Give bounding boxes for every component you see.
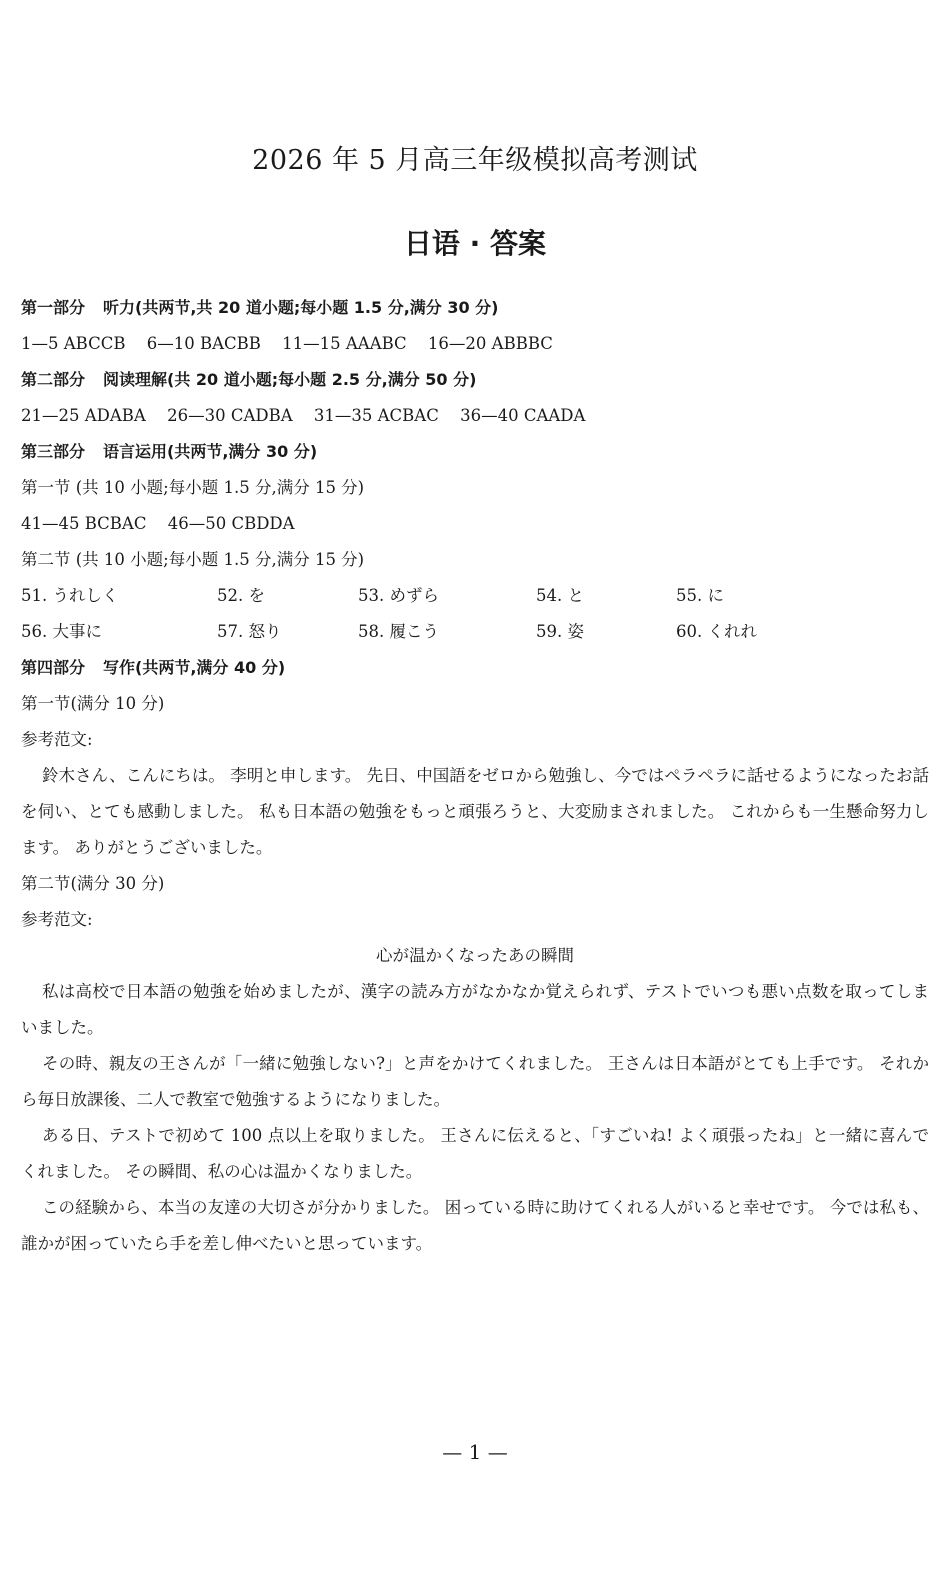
answer-group: 21—25 ADABA [21,406,146,425]
part4-heading [21,650,929,686]
part1-desc: 听力(共两节,共 20 道小题;每小题 1.5 分,满分 30 分) [103,298,499,317]
fill-answers-row-1 [21,578,929,614]
part1-heading [21,290,929,326]
fill-answer: 56. 大事に [21,622,102,641]
essay-title: 心が温かくなったあの瞬間 [376,946,574,965]
essay-paragraph: その時、親友の王さんが「一緒に勉強しない?」と声をかけてくれました。 王さんは日本語がとても上手です。 それから毎日放課後、二人で教室で勉強するようになりました。 [21,1054,929,1109]
fill-answer: 51. うれしく [21,586,119,605]
part2-answers [21,398,929,434]
fill-answer: 60. くれれ [676,622,757,641]
sample-label: 参考范文: [21,910,93,929]
answer-content [21,290,929,1262]
fill-answer: 54. と [536,586,584,605]
fill-answer: 58. 履こう [358,622,439,641]
part3-section2-heading: 第二节 (共 10 小题;每小题 1.5 分,满分 15 分) [21,550,365,569]
fill-answer: 59. 姿 [536,622,584,641]
part1-answers [21,326,929,362]
answer-group: 6—10 BACBB [146,334,261,353]
fill-answer: 55. に [676,586,724,605]
essay-paragraph: 私は高校で日本語の勉強を始めましたが、漢字の読み方がなかなか覚えられず、テストでいつも悪い点数を取ってしまいました。 [21,982,929,1037]
sample-letter-paragraph: 鈴木さん、こんにちは。 李明と申します。 先日、中国語をゼロから勉強し、今ではペラペラに話せるようになったお話を伺い、とても感動しました。 私も日本語の勉強をもっと頑張ろうと、大変励まされました。 これからも一生懸命努力します。 ありがとうございました。 [21,766,929,857]
part4-desc: 写作(共两节,满分 40 分) [103,658,286,677]
part4-section2-heading: 第二节(满分 30 分) [21,874,165,893]
page-number: — 1 — [442,1440,508,1464]
fill-answer: 53. めずら [358,586,439,605]
part3-section1-heading: 第一节 (共 10 小题;每小题 1.5 分,满分 15 分) [21,478,365,497]
fill-answer: 52. を [217,586,265,605]
part4-section1-heading: 第一节(满分 10 分) [21,694,165,713]
answer-group: 26—30 CADBA [167,406,293,425]
part4-name: 第四部分 [21,658,86,677]
part3-desc: 语言运用(共两节,满分 30 分) [103,442,318,461]
sample-label: 参考范文: [21,730,93,749]
answer-group: 31—35 ACBAC [313,406,439,425]
part2-desc: 阅读理解(共 20 道小题;每小题 2.5 分,满分 50 分) [103,370,477,389]
answer-group: 46—50 CBDDA [167,514,295,533]
page-title: 2026 年 5 月高三年级模拟高考测试 [252,145,698,176]
answer-group: 16—20 ABBBC [427,334,553,353]
part2-name: 第二部分 [21,370,86,389]
fill-answer: 57. 怒り [217,622,282,641]
page-subtitle: 日语 · 答案 [403,227,547,260]
answer-group: 11—15 AAABC [282,334,407,353]
essay-paragraph: この経験から、本当の友達の大切さが分かりました。 困っている時に助けてくれる人がいると幸せです。 今では私も、誰かが困っていたら手を差し伸べたいと思っています。 [21,1198,929,1253]
part3-name: 第三部分 [21,442,86,461]
answer-group: 36—40 CAADA [460,406,586,425]
answer-group: 1—5 ABCCB [21,334,126,353]
essay-paragraph: ある日、テストで初めて 100 点以上を取りました。 王さんに伝えると、「すごいね! よく頑張ったね」と一緒に喜んでくれました。 その瞬間、私の心は温かくなりました。 [21,1126,929,1181]
part3-heading [21,434,929,470]
part2-heading [21,362,929,398]
answer-group: 41—45 BCBAC [21,514,147,533]
fill-answers-row-2 [21,614,929,650]
part1-name: 第一部分 [21,298,86,317]
part3-section1-answers [21,506,929,542]
